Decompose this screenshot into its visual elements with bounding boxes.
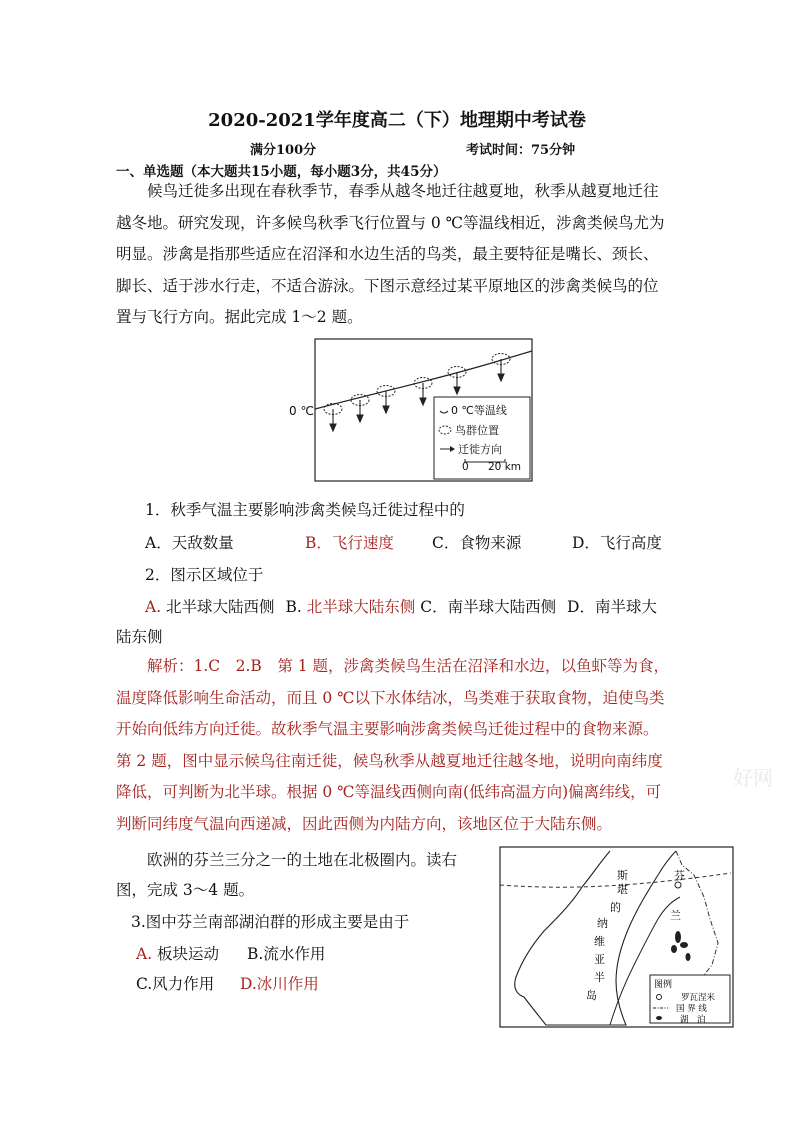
- finland-intro-2: 图，完成 3～4 题。: [116, 881, 255, 899]
- map-label: 堪: [617, 883, 628, 896]
- explanation-line: 解析：1.C 2.B 第 1 题，涉禽类候鸟生活在沼泽和水边，以鱼虾等为食，: [147, 657, 670, 675]
- scale-zero: 0: [462, 461, 469, 473]
- exam-title: 2020-2021学年度高二（下）地理期中考试卷: [208, 110, 586, 131]
- q2-stem: 2．图示区域位于: [145, 566, 264, 584]
- scale-end: 20 km: [488, 461, 522, 473]
- full-score: 满分100分: [250, 143, 317, 158]
- rovaniemi-icon: [675, 882, 681, 888]
- intro-line: 越冬地。研究发现，许多候鸟秋季飞行位置与 0 ℃等温线相近，涉禽类候鸟尤为: [116, 213, 665, 232]
- map-label: 岛: [586, 989, 597, 1002]
- intro-paragraph: [116, 176, 684, 334]
- explanation-line: 第 2 题，图中显示候鸟往南迁徙，候鸟秋季从越夏地迁往越冬地，说明向南纬度: [116, 751, 663, 770]
- explanation: [116, 651, 684, 841]
- q2-option-b: 北半球大陆东侧: [301, 598, 416, 616]
- city-legend-icon: [657, 995, 662, 1000]
- legend-birds: 鸟群位置: [455, 424, 499, 437]
- q3-option-d: D.冰川作用: [240, 975, 319, 993]
- q2-option-d-cont: 陆东侧: [116, 628, 163, 646]
- explanation-line: 开始向低纬方向迁徙。故秋季气温主要影响涉禽类候鸟迁徙过程中的食物来源。: [116, 720, 659, 739]
- isotherm-label: 0 ℃: [289, 404, 314, 418]
- map-label-lan: 兰: [670, 909, 681, 922]
- exam-time: 考试时间：75分钟: [466, 143, 576, 158]
- map-label: 的: [610, 901, 621, 914]
- map-label: 半: [594, 971, 605, 984]
- intro-line: 候鸟迁徙多出现在春秋季节，春季从越冬地迁往越夏地，秋季从越夏地迁往: [147, 182, 659, 200]
- q1-option-c: C．食物来源: [432, 534, 522, 552]
- q1-stem: 1．秋季气温主要影响涉禽类候鸟迁徙过程中的: [145, 501, 465, 519]
- finland-intro-1: 欧洲的芬兰三分之一的土地在北极圈内。读右: [147, 851, 458, 869]
- isotherm-figure: [285, 338, 535, 483]
- intro-line: 明显。涉禽是指那些适应在沼泽和水边生活的鸟类，最主要特征是嘴长、颈长、: [116, 245, 659, 264]
- q1-option-a: A．天敌数量: [145, 534, 234, 552]
- q2-option-a-letter: A.: [145, 598, 162, 616]
- intro-line: 脚长、适于涉水行走，不适合游泳。下图示意经过某平原地区的涉禽类候鸟的位: [116, 276, 659, 295]
- legend-border: 国 界 线: [676, 1004, 707, 1014]
- explanation-line: 降低，可判断为北半球。根据 0 ℃等温线西侧向南(低纬高温方向)偏离纬线，可: [116, 783, 662, 802]
- explanation-line: 判断同纬度气温向西递减，因此西侧为内陆方向，该地区位于大陆东侧。: [116, 814, 613, 833]
- q3-option-b: B.流水作用: [247, 945, 326, 963]
- legend-isotherm: 0 ℃等温线: [451, 404, 507, 417]
- q3-option-a: A. 板块运动: [136, 945, 220, 963]
- q2-option-a: 北半球大陆西侧: [161, 598, 275, 616]
- map-label: 斯: [617, 869, 628, 882]
- q1-option-b: B．飞行速度: [305, 534, 394, 552]
- legend-lake: 湖 泊: [680, 1015, 706, 1025]
- lake-legend-icon: [656, 1016, 662, 1020]
- q1-option-d: D．飞行高度: [572, 534, 662, 552]
- q2-option-d: D．南半球大: [567, 598, 657, 616]
- q2-option-b-letter: B.: [285, 598, 302, 616]
- q2-options-line: [145, 595, 657, 617]
- map-label-fen: 芬: [674, 869, 685, 882]
- finland-map: [498, 845, 736, 1029]
- explanation-line: 温度降低影响生命活动，而且 0 ℃以下水体结冰，鸟类难于获取食物，迫使鸟类: [116, 688, 665, 707]
- legend-city: 罗瓦涅米: [681, 993, 716, 1003]
- q3-stem: 3.图中芬兰南部湖泊群的形成主要是由于: [131, 913, 410, 931]
- watermark: 好网: [733, 766, 773, 790]
- intro-line: 置与飞行方向。据此完成 1～2 题。: [116, 308, 363, 327]
- legend-direction: 迁徙方向: [458, 443, 502, 456]
- section-heading: 一、单选题（本大题共15小题，每小题3分，共45分）: [116, 164, 447, 180]
- map-label: 维: [594, 935, 605, 948]
- q2-option-c: C．南半球大陆西侧: [420, 598, 557, 616]
- map-label: 纳: [597, 917, 608, 930]
- legend-title: 图例: [654, 980, 673, 990]
- q3-option-c: C.风力作用: [136, 975, 215, 993]
- map-label: 亚: [594, 953, 605, 966]
